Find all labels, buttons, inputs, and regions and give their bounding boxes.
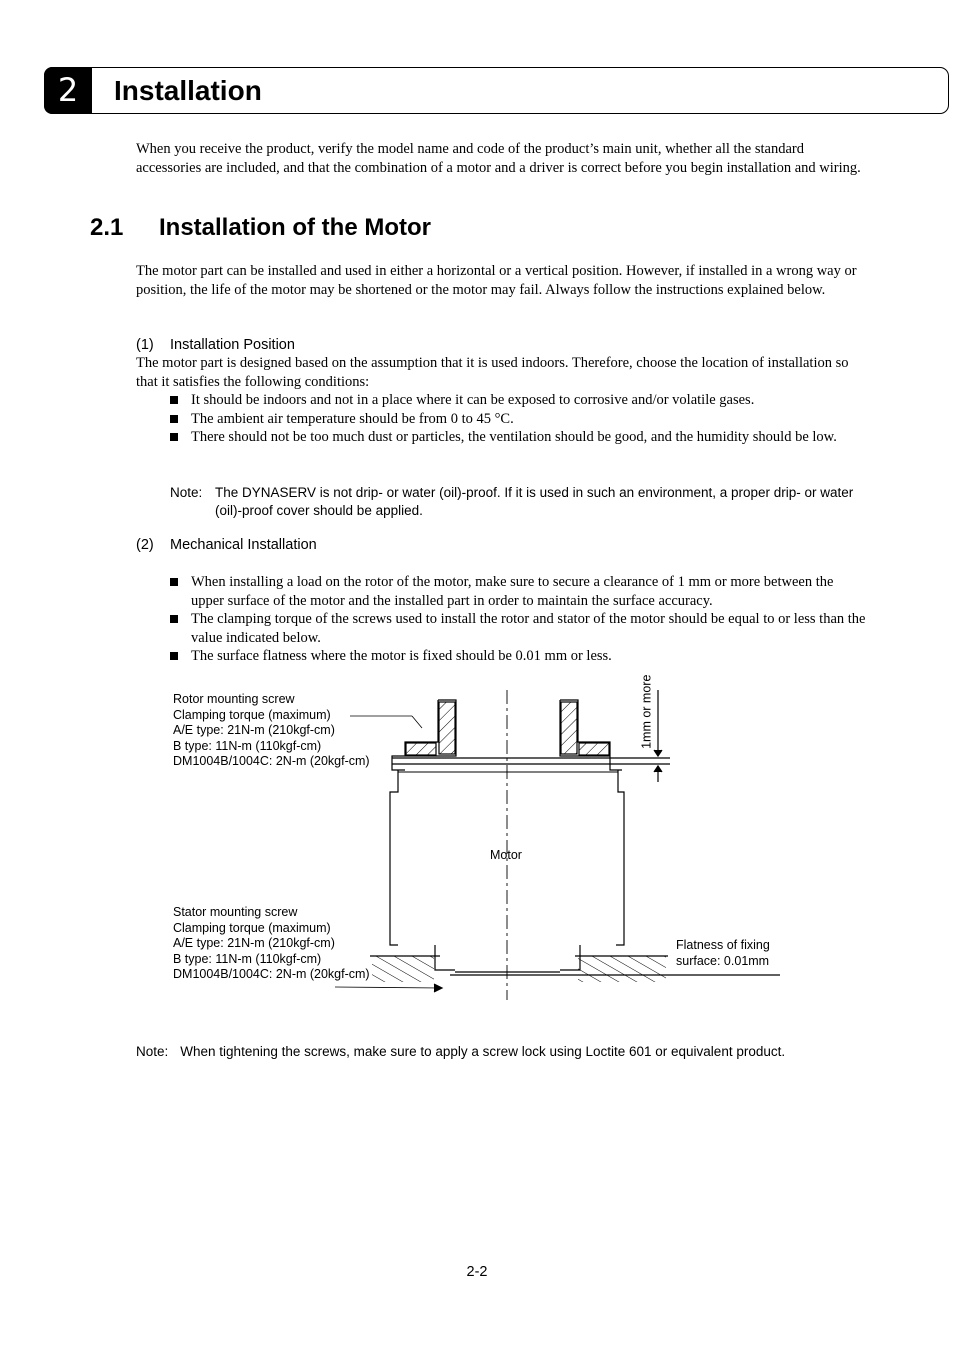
section-intro-paragraph: The motor part can be installed and used in either a horizontal or a vertical position. However, if installed in a wrong way or position, the life of the motor may be shortened or the motor may fail. Always follow the instructions explained below. <box>136 263 857 298</box>
bullet-square-icon <box>170 578 178 586</box>
list-item: The ambient air temperature should be from 0 to 45 °C. <box>168 410 868 429</box>
bullet-square-icon <box>170 396 178 404</box>
chapter-title: Installation <box>114 75 262 106</box>
note-label: Note: <box>170 485 203 500</box>
motor-label: Motor <box>490 848 522 862</box>
stator-screw-label: Stator mounting screw Clamping torque (maximum) A/E type: 21N-m (210kgf-cm) B type: 11N-m (110kgf-cm) DM1004B/1004C: 2N-m (20kgf-cm) <box>173 905 370 981</box>
list-item: There should not be too much dust or particles, the ventilation should be good, and the humidity should be low. <box>168 428 868 447</box>
subsection-title: Mechanical Installation <box>170 537 317 553</box>
note-label: Note: <box>136 1044 169 1059</box>
bullet-square-icon <box>170 652 178 660</box>
flatness-label: Flatness of fixing surface: 0.01mm <box>676 938 770 968</box>
clearance-label: 1mm or more <box>639 674 654 749</box>
list-item: When installing a load on the rotor of the motor, make sure to secure a clearance of 1 mm or more between the upper surface of the motor and the installed part in order to maintain the surface accuracy. <box>168 573 868 610</box>
section-title: Installation of the Motor <box>159 214 431 241</box>
page-number: 2-2 <box>466 1264 488 1280</box>
rotor-screw-label: Rotor mounting screw Clamping torque (maximum) A/E type: 21N-m (210kgf-cm) B type: 11N-m (110kgf-cm) DM1004B/1004C: 2N-m (20kgf-cm) <box>173 692 370 768</box>
installation-conditions-list <box>168 391 868 447</box>
note-text: When tightening the screws, make sure to apply a screw lock using Loctite 601 or equivalent product. <box>180 1044 786 1059</box>
chapter-number: 2 <box>44 67 92 114</box>
mechanical-installation-list <box>168 573 868 666</box>
screw-lock-note <box>136 1043 785 1060</box>
subsection-installation-position <box>136 336 295 354</box>
bullet-square-icon <box>170 615 178 623</box>
subsection-mechanical-installation <box>136 536 317 554</box>
bullet-square-icon <box>170 433 178 441</box>
note-text: The DYNASERV is not drip- or water (oil)-proof. If it is used in such an environment, a proper drip- or water (oil)-proof cover should be applied. <box>215 485 854 518</box>
installation-position-text: The motor part is designed based on the assumption that it is used indoors. Therefore, choose the location of installation so that it satisfies the following conditions: <box>136 355 849 390</box>
list-item: It should be indoors and not in a place where it can be exposed to corrosive and/or volatile gases. <box>168 391 868 410</box>
section-number: 2.1 <box>90 214 124 241</box>
subsection-number: (1) <box>136 337 154 353</box>
list-item: The surface flatness where the motor is fixed should be 0.01 mm or less. <box>168 647 868 666</box>
subsection-title: Installation Position <box>170 337 295 353</box>
bullet-square-icon <box>170 415 178 423</box>
intro-paragraph: When you receive the product, verify the model name and code of the product’s main unit, whether all the standard accessories are included, and that the combination of a motor and a driver is correct before you begin installation and wiring. <box>136 141 861 176</box>
subsection-number: (2) <box>136 537 154 553</box>
list-item: The clamping torque of the screws used to install the rotor and stator of the motor should be equal to or less than the value indicated below. <box>168 610 868 647</box>
